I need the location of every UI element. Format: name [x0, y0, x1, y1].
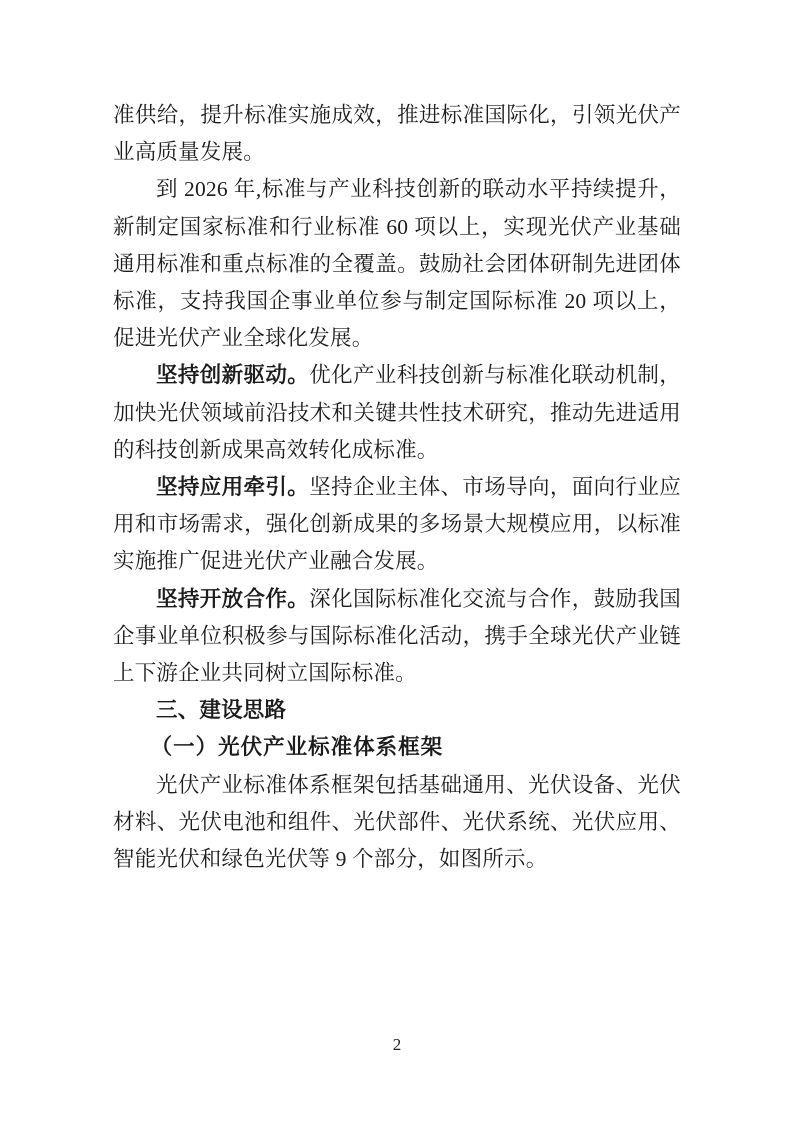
paragraph: 坚持创新驱动。优化产业科技创新与标准化联动机制，加快光伏领域前沿技术和关键共性技术研究，推动先进适用的科技创新成果高效转化成标准。: [113, 363, 682, 462]
section-heading: （一）光伏产业标准体系框架: [150, 735, 444, 760]
paragraph-lead-emphasis: 坚持应用牵引。: [156, 475, 310, 500]
paragraph: 坚持开放合作。深化国际标准化交流与合作，鼓励我国企事业单位积极参与国际标准化活动，携手全球光伏产业链上下游企业共同树立国际标准。: [113, 586, 682, 686]
paragraph: 到 2026 年,标准与产业科技创新的联动水平持续提升，新制定国家标准和行业标准 60 项以上，实现光伏产业基础通用标准和重点标准的全覆盖。鼓励社会团体研制先进团体标准，支持我国企事业单位参与制定国际标准 20 项以上，促进光伏产业全球化发展。: [113, 177, 681, 351]
paragraph-lead-emphasis: 坚持开放合作。: [156, 586, 310, 611]
page-number: 2: [392, 1035, 402, 1054]
document-body: [113, 97, 681, 878]
section-heading: 三、建设思路: [156, 698, 287, 723]
paragraph: 坚持应用牵引。坚持企业主体、市场导向，面向行业应用和市场需求，强化创新成果的多场景大规模应用，以标准实施推广促进光伏产业融合发展。: [113, 475, 682, 574]
paragraph-lead-emphasis: 坚持创新驱动。: [156, 363, 310, 388]
paragraph: 准供给，提升标准实施成效，推进标准国际化，引领光伏产业高质量发展。: [113, 103, 681, 165]
paragraph: 光伏产业标准体系框架包括基础通用、光伏设备、光伏材料、光伏电池和组件、光伏部件、光伏系统、光伏应用、智能光伏和绿色光伏等 9 个部分，如图所示。: [113, 772, 681, 872]
